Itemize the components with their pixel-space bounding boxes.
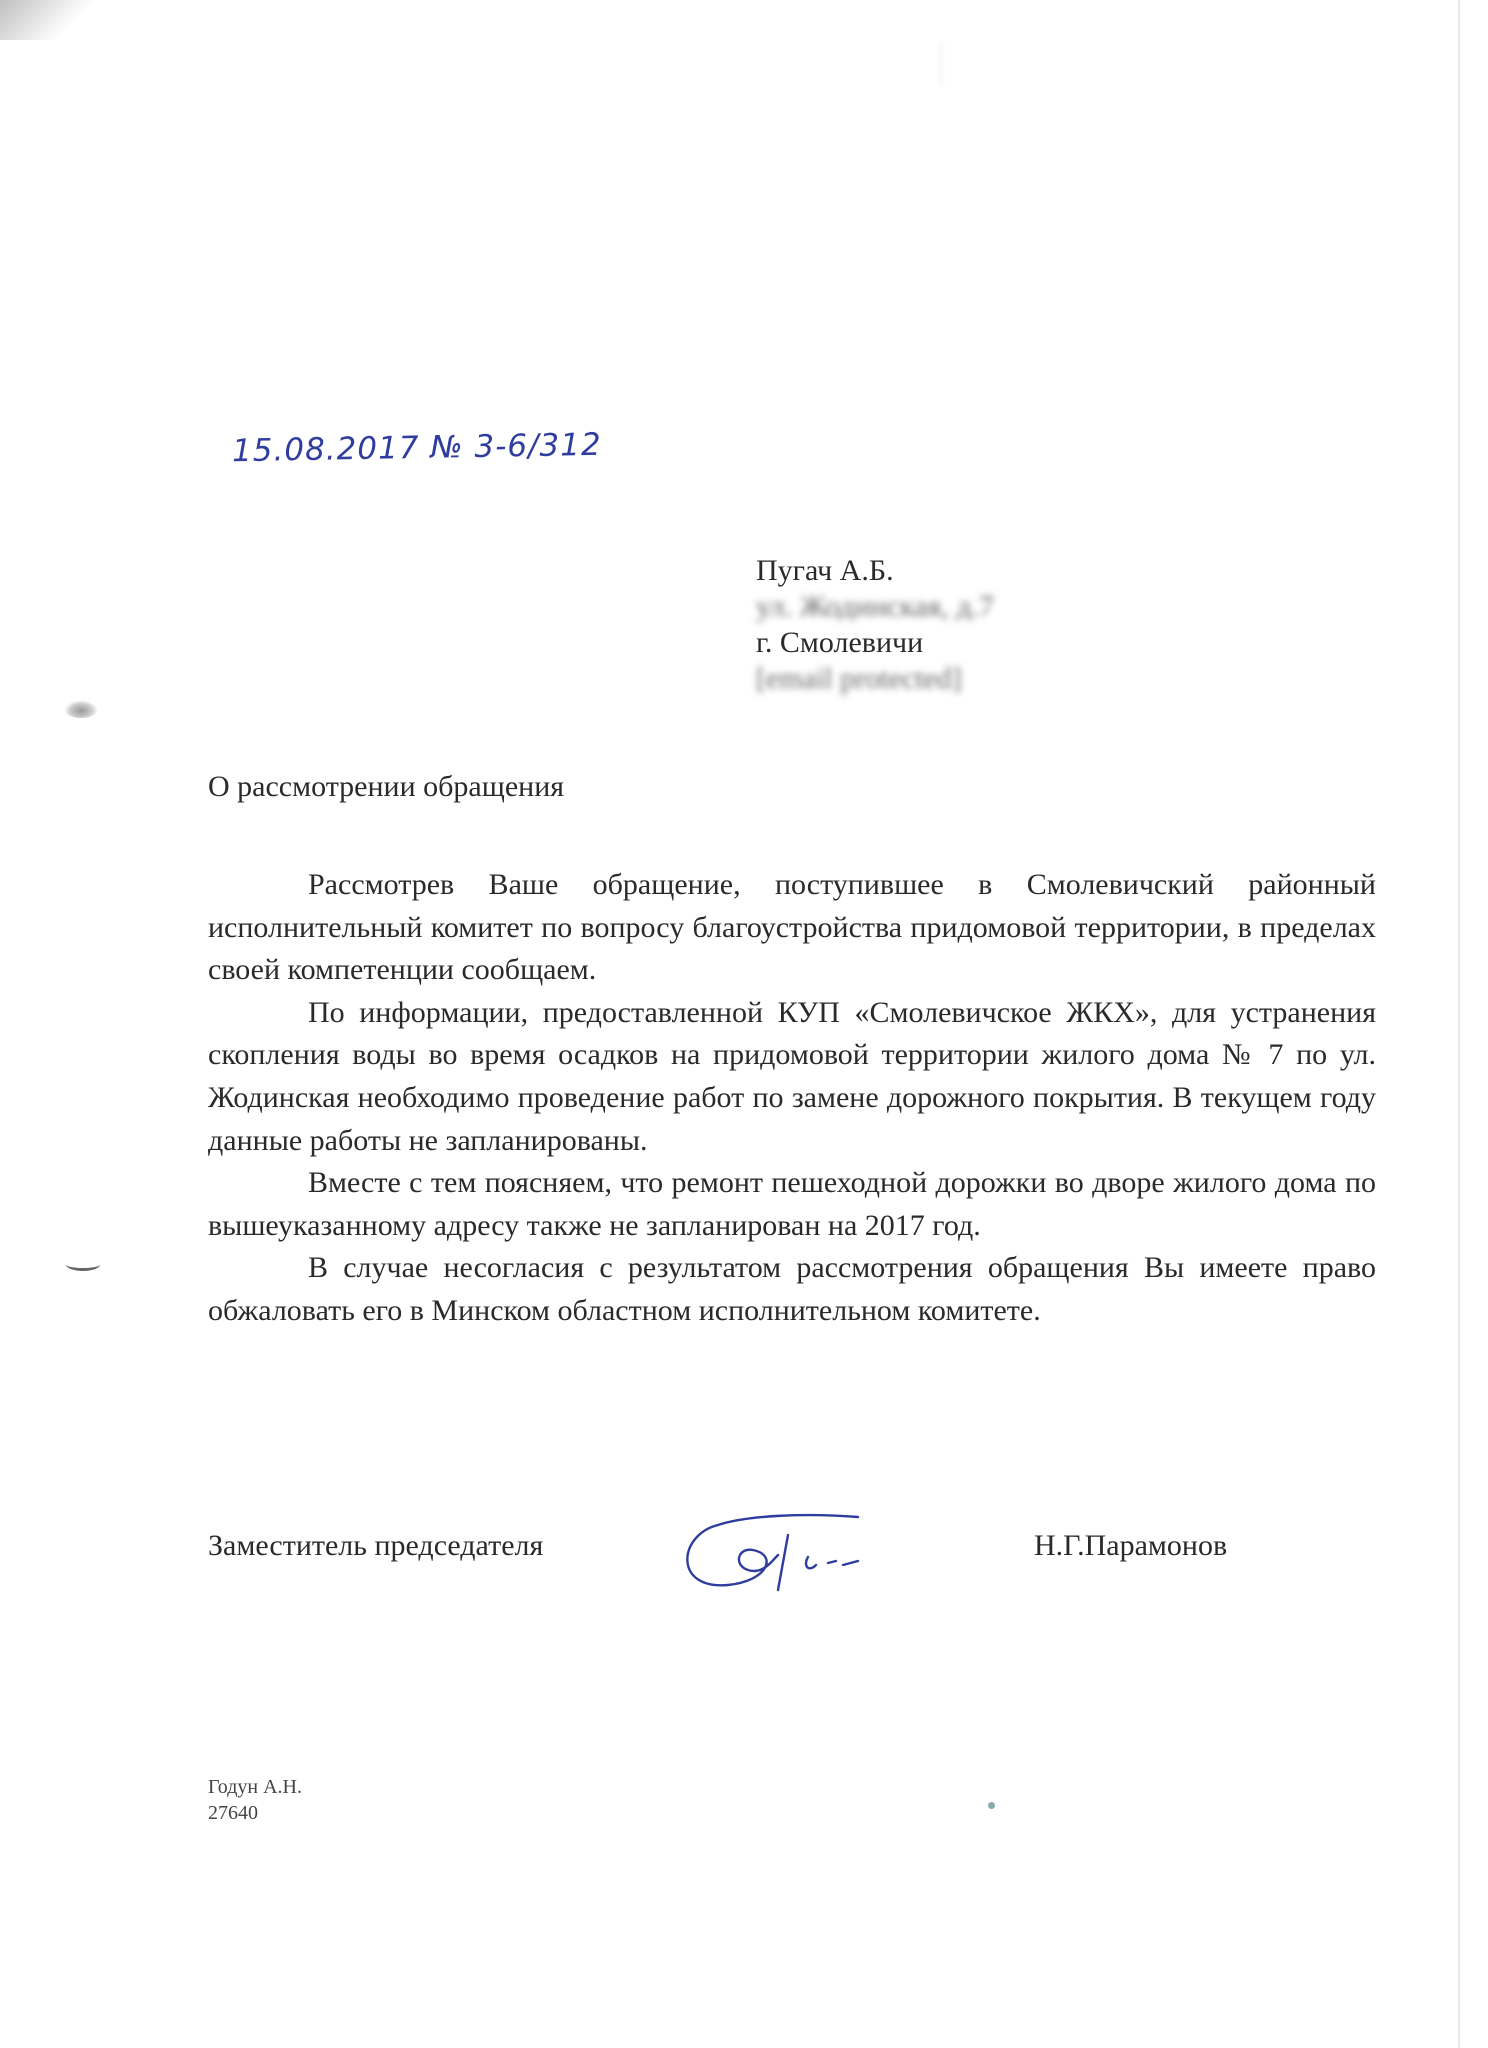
scan-corner-shadow	[0, 0, 120, 40]
punch-hole-mark	[66, 1258, 100, 1271]
faint-letterhead	[640, 42, 1260, 82]
executor-name: Годун А.Н.	[208, 1776, 302, 1798]
handwritten-registration-note: 15.08.2017 № 3-6/312	[231, 426, 602, 470]
signatory-title: Заместитель председателя	[208, 1529, 544, 1562]
body-paragraph: Вместе с тем поясняем, что ремонт пешеходной дорожки во дворе жилого дома по вышеуказанному адресу также не запланирован на 2017 год.	[208, 1166, 1376, 1242]
body-paragraph: По информации, предоставленной КУП «Смолевичское ЖКХ», для устранения скопления воды во время осадков на придомовой территории жилого дома № 7 по ул. Жодинская необходимо проведение работ по замене дорожного покрытия. В текущем году данные работы не запланированы.	[208, 995, 1376, 1157]
addressee-block	[756, 553, 994, 697]
addressee-street-redacted: ул. Жодинская, д.7	[756, 590, 994, 623]
handwritten-signature	[658, 1495, 888, 1605]
executor-phone: 27640	[208, 1802, 258, 1824]
signature-row	[208, 1515, 1368, 1595]
letter-subject: О рассмотрении обращения	[208, 770, 565, 803]
addressee-name: Пугач А.Б.	[756, 554, 894, 587]
signatory-name: Н.Г.Парамонов	[1034, 1529, 1228, 1562]
scan-edge	[1458, 0, 1460, 2048]
scan-speck	[988, 1802, 995, 1809]
letter-body	[208, 864, 1376, 1333]
punch-hole-mark	[64, 700, 98, 718]
body-paragraph: Рассмотрев Ваше обращение, поступившее в Смолевичский районный исполнительный комитет по вопросу благоустройства придомовой территории, в пределах своей компетенции сообщаем.	[208, 868, 1376, 987]
addressee-email-redacted: [email protected]	[756, 662, 962, 695]
executor-block	[208, 1774, 302, 1826]
body-paragraph: В случае несогласия с результатом рассмотрения обращения Вы имеете право обжаловать его в Минском областном исполнительном комитете.	[208, 1251, 1376, 1327]
addressee-city: г. Смолевичи	[756, 626, 924, 659]
